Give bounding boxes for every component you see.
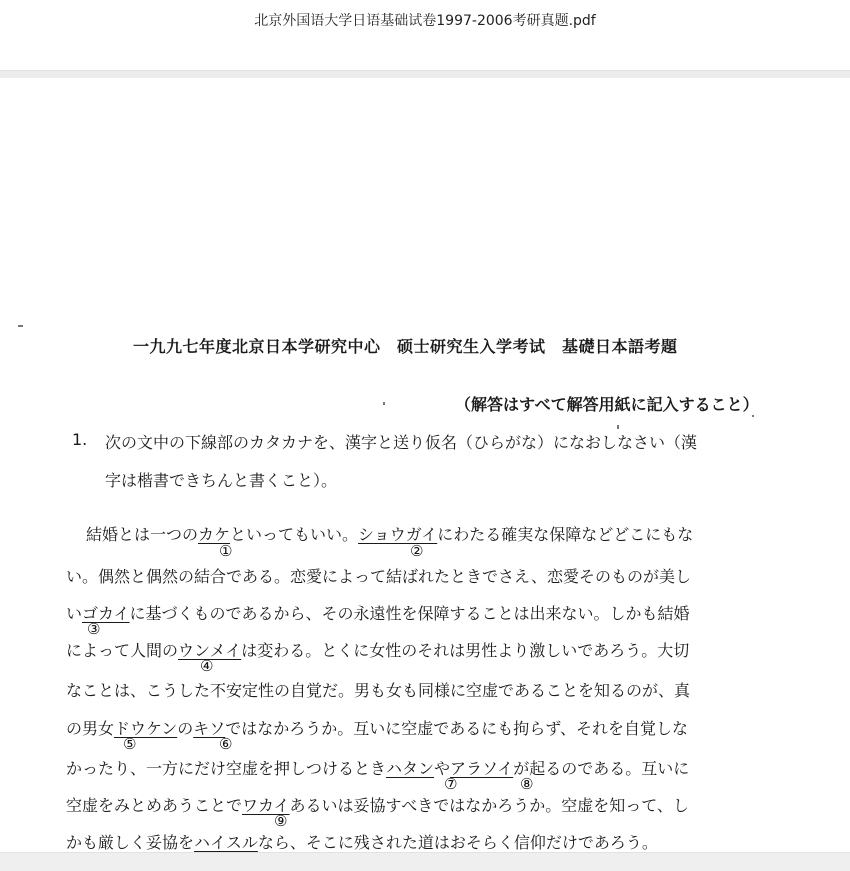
circled-number-marker: ② (410, 542, 424, 560)
pdf-viewer-title-bar (0, 0, 850, 70)
passage-text: や (434, 759, 451, 778)
underlined-katakana: カケ (198, 525, 231, 544)
underlined-katakana: ハイスル (194, 833, 258, 852)
passage-line (66, 601, 690, 624)
passage-text: い (66, 604, 83, 623)
circled-number-marker: ③ (87, 620, 101, 638)
question-text-line: 次の文中の下線部のカタカナを、漢字と送り仮名（ひらがな）になおしなさい（漢 (105, 433, 698, 452)
passage-text: かったり、一方にだけ空虚を押しつけるとき (66, 759, 387, 778)
circled-number-marker: ⑦ (444, 775, 458, 793)
exam-title: 一九九七年度北京日本学研究中心 硕士研究生入学考试 基礎日本語考題 (133, 337, 678, 356)
underlined-katakana: アラソイ (450, 759, 514, 778)
page-separator (0, 852, 850, 871)
passage-text: に基づくものであるから、その永遠性を保障することは出来ない。しかも結婚 (129, 604, 690, 623)
underlined-katakana: ウンメイ (178, 641, 242, 660)
passage-text: ではなかろうか。互いに空虚であるにも拘らず、それを自覚しな (225, 719, 688, 738)
passage-text: あるいは妥協すべきではなかろうか。空虚を知って、し (289, 796, 689, 815)
passage-text: の男女 (66, 719, 115, 738)
passage-text: といってもいい。 (230, 525, 359, 544)
scan-speck (752, 415, 754, 417)
passage-text: かも厳しく妥協を (66, 833, 195, 852)
passage-text: の (177, 719, 194, 738)
passage-text: 結婚とは一つの (86, 525, 199, 544)
underlined-katakana: ショウガイ (358, 525, 438, 544)
circled-number-marker: ④ (200, 657, 214, 675)
passage-line (66, 716, 688, 739)
question-number: 1. (72, 430, 88, 449)
passage-line: なことは、こうした不安定性の自覚だ。男も女も同様に空虚であることを知るのが、真 (66, 681, 691, 700)
passage-text: にわたる確実な保障などどこにもな (437, 525, 694, 544)
underlined-katakana: キソ (193, 719, 226, 738)
underlined-katakana: ハタン (386, 759, 435, 778)
passage-line (66, 793, 689, 816)
passage-line (86, 522, 693, 545)
underlined-katakana: ワカイ (242, 796, 290, 815)
passage-line: い。偶然と偶然の結合である。恋愛によって結ばれたときでさえ、恋愛そのものが美し (66, 567, 691, 586)
scan-speck (383, 402, 385, 405)
underlined-katakana: ドウケン (114, 719, 178, 738)
passage-text: 空虚をみとめあうことで (66, 796, 243, 815)
circled-number-marker: ⑧ (520, 775, 534, 793)
passage-line (66, 756, 689, 779)
underlined-katakana: ゴカイ (82, 604, 130, 623)
instruction-note: （解答はすべて解答用紙に記入すること） (455, 395, 759, 414)
scan-speck (617, 425, 619, 429)
passage-text: によって人間の (66, 641, 179, 660)
passage-text: は変わる。とくに女性のそれは男性より激しいであろう。大切 (241, 641, 690, 660)
circled-number-marker: ⑥ (219, 735, 233, 753)
page-separator (0, 70, 850, 78)
passage-line (66, 830, 658, 853)
passage-text: が起るのである。互いに (513, 759, 690, 778)
document-title: 北京外国语大学日语基础试卷1997-2006考研真题.pdf (254, 13, 596, 29)
question-text-line: 字は楷書できちんと書くこと）。 (105, 471, 338, 490)
passage-text: なら、そこに残された道はおそらく信仰だけであろう。 (257, 833, 658, 852)
circled-number-marker: ① (219, 542, 233, 560)
circled-number-marker: ⑨ (274, 812, 288, 830)
passage-line (66, 638, 689, 661)
circled-number-marker: ⑤ (123, 735, 137, 753)
scan-speck (18, 325, 23, 327)
